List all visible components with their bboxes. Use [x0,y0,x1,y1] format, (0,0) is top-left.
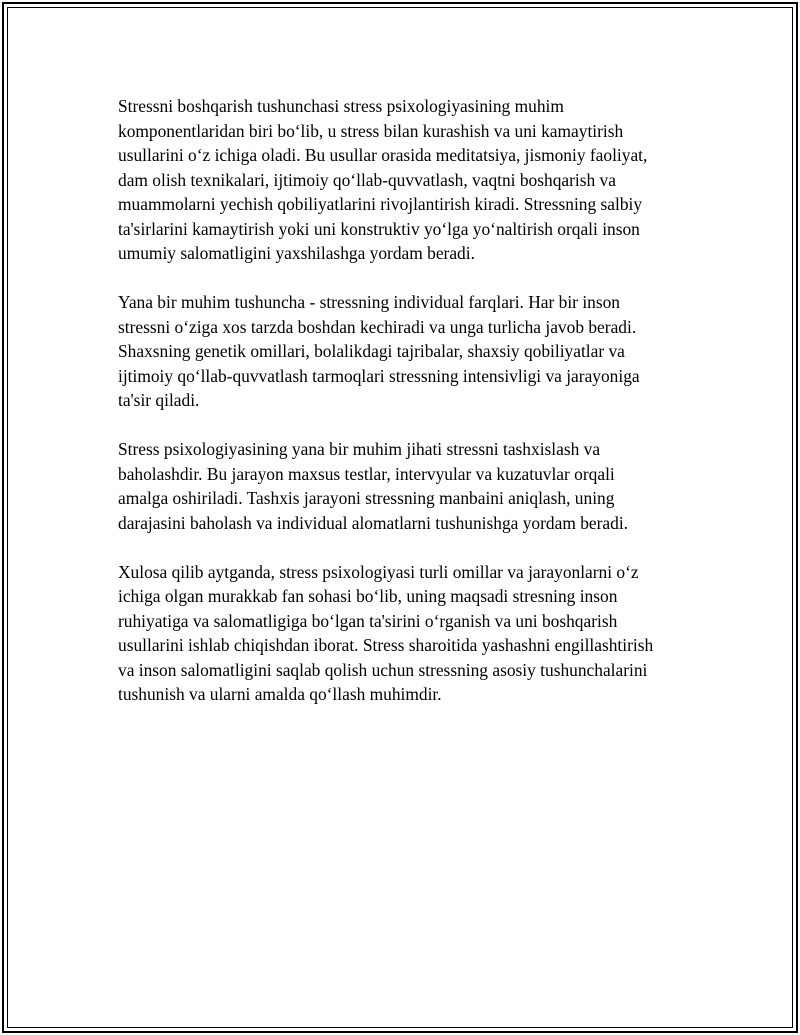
paragraph-diagnosis: Stress psixologiyasining yana bir muhim jihati stressni tashxislash va baholashdir. Bu jarayon maxsus testlar, intervyular va kuzatuvlar orqali amalga oshiriladi. Tashxis jarayoni stressning manbaini aniqlash, uning darajasini baholash va individual alomatlarni tushunishga yordam beradi. [118,439,628,533]
paragraph-individual-differences: Yana bir muhim tushuncha - stressning individual farqlari. Har bir inson stressni o‘ziga xos tarzda boshdan kechiradi va unga turlicha javob beradi. Shaxsning genetik omillari, bolalikdagi tajribalar, shaxsiy qobiliyatlar va ijtimoiy qo‘llab-quvvatlash tarmoqlari stressning intensivligi va jarayoniga ta'sir qiladi. [118,292,640,410]
document-body [118,94,718,707]
paragraph-conclusion: Xulosa qilib aytganda, stress psixologiyasi turli omillar va jarayonlarni o‘z ichiga olgan murakkab fan sohasi bo‘lib, uning maqsadi stresning inson ruhiyatiga va salomatligiga bo‘lgan ta'sirini o‘rganish va uni boshqarish usullarini ishlab chiqishdan iborat. Stress sharoitida yashashni engillashtirish va inson salomatligini saqlab qolish uchun stressning asosiy tushunchalarini tushunish va ularni amalda qo‘llash muhimdir. [118,561,654,704]
paragraph-stress-management: Stressni boshqarish tushunchasi stress psixologiyasining muhim komponentlaridan biri bo‘lib, u stress bilan kurashish va uni kamaytirish usullarini o‘z ichiga oladi. Bu usullar orasida meditatsiya, jismoniy faoliyat, dam olish texnikalari, ijtimoiy qo‘llab-quvvatlash, vaqtni boshqarish va muammolarni yechish qobiliyatlarini rivojlantirish kiradi. Stressning salbiy ta'sirlarini kamaytirish yoki uni konstruktiv yo‘lga yo‘naltirish orqali inson umumiy salomatligini yaxshilashga yordam beradi. [118,96,648,263]
